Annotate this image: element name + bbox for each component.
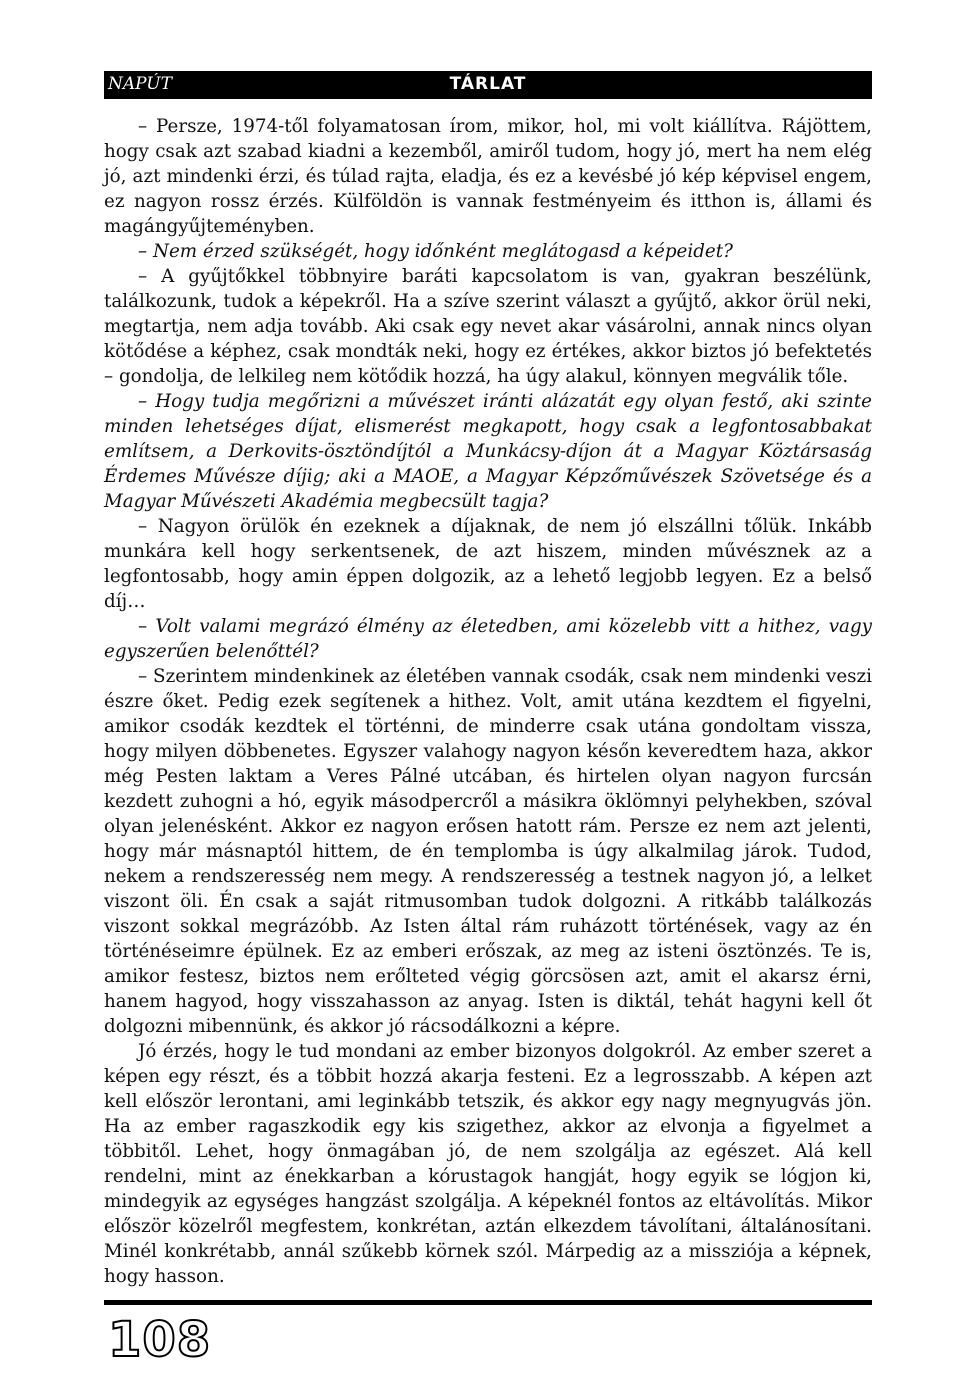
paragraph-answer: – Persze, 1974-től folyamatosan írom, mikor, hol, mi volt kiállítva. Rájöttem, hogy csak azt szabad kiadni a kezemből, amiről tudom, hogy jó, mert ha nem elég jó, azt mindenki érzi, és túlad rajta, eladja, és ez a kevésbé jó kép képvisel engem, ez nagyon rossz érzés. Külföldön is vannak festményeim és itthon is, állami és magángyűjteményben. xyxy=(104,116,872,237)
footer-rule xyxy=(104,1300,872,1305)
paragraph-answer: Jó érzés, hogy le tud mondani az ember bizonyos dolgokról. Az ember szeret a képen egy részt, és a többit hozzá akarja festeni. Ez a legrosszabb. A képen azt kell először lerontani, ami leginkább tetszik, és akkor egy nagy megnyugvás jön. Ha az ember ragaszkodik egy kis szigethez, akkor az elvonja a figyelmet a többitől. Lehet, hogy önmagában jó, de nem szolgálja az egészet. Alá kell rendelni, mint az énekkarban a kórustagok hangját, hogy egyik se lógjon ki, mindegyik az egységes hangzást szolgálja. A képeknél fontos az eltávolítás. Mikor először közelről megfestem, konkrétan, aztán elkezdem távolítani, általánosítani. Minél konkrétabb, annál szűkebb körnek szól. Márpedig az a missziója a képnek, hogy hasson. xyxy=(104,1041,872,1287)
paragraph-question: – Hogy tudja megőrizni a művészet iránti alázatát egy olyan festő, aki szinte minden lehetséges díjat, elismerést megkapott, hogy csak a legfontosabbakat említsem, a Derkovits-ösztöndíjtól a Munkácsy-díjon át a Magyar Köztársaság Érdemes Művésze díjig; aki a MAOE, a Magyar Képzőművészek Szövetsége és a Magyar Művészeti Akadémia megbecsült tagja? xyxy=(104,391,872,512)
paragraph-question: – Nem érzed szükségét, hogy időnként meglátogasd a képeidet? xyxy=(138,241,733,262)
paragraph-answer: – Szerintem mindenkinek az életében vannak csodák, csak nem mindenki veszi észre őket. Pedig ezek segítenek a hithez. Volt, amit utána kezdtem el figyelni, amikor csodák kezdtek el történni, de minderre csak utána gondoltam vissza, hogy milyen döbbenetes. Egyszer valahogy nagyon későn keveredtem haza, akkor még Pesten laktam a Veres Pálné utcában, és hirtelen olyan nagyon furcsán kezdett zuhogni a hó, egyik másodpercről a másikra öklömnyi pelyhekben, szóval olyan jelenésként. Akkor ez nagyon erősen hatott rám. Persze ez nem azt jelenti, hogy már másnaptól hittem, de én templomba is úgy alkalmilag járok. Tudod, nekem a rendszeresség nem megy. A rendszeresség a testnek nagyon jó, a lelket viszont öli. Én csak a saját ritmusomban tudok dolgozni. A ritkább találkozás viszont sokkal megrázóbb. Az Isten által rám ruházott történések, vagy az én történéseimre épülnek. Ez az emberi erőszak, az meg az isteni ösztönzés. Te is, amikor festesz, biztos nem erőlteted végig görcsösen azt, amit el akarsz érni, hanem hagyod, hogy visszahasson az anyag. Isten is diktál, tehát hagyni kell őt dolgozni mibennünk, és akkor jó rácsodálkozni a képre. xyxy=(104,666,872,1037)
paragraph-answer: – A gyűjtőkkel többnyire baráti kapcsolatom is van, gyakran beszélünk, találkozunk, tudok a képekről. Ha a szíve szerint választ a gyűjtő, akkor örül neki, megtartja, nem adja tovább. Aki csak egy nevet akar vásárolni, annak nincs olyan kötődése a képhez, csak mondták neki, hogy ez értékes, akkor biztos jó befektetés – gondolja, de lelkileg nem kötődik hozzá, ha úgy alakul, könnyen megválik tőle. xyxy=(104,266,872,387)
running-header xyxy=(104,71,872,99)
article-body xyxy=(104,114,872,1289)
page-number: 108 xyxy=(108,1312,212,1368)
journal-logo: NAPÚT xyxy=(108,74,172,94)
paragraph-answer: – Nagyon örülök én ezeknek a díjaknak, de nem jó elszállni tőlük. Inkább munkára kell hogy serkentsenek, de azt hiszem, minden művésznek az a legfontosabb, hogy amin éppen dolgozik, az a lehető legjobb legyen. Ez a belső díj… xyxy=(104,516,872,612)
section-title: TÁRLAT xyxy=(449,74,527,94)
paragraph-question: – Volt valami megrázó élmény az életedben, ami közelebb vitt a hithez, vagy egyszerűen belenőttél? xyxy=(104,616,872,662)
